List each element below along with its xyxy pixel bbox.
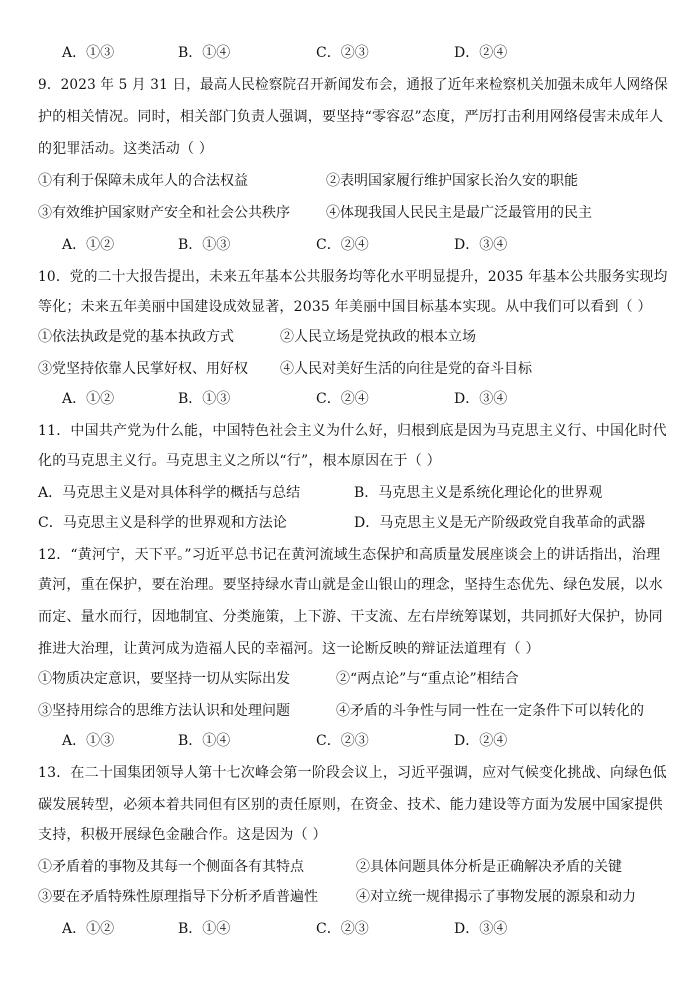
q11-stem-line-1: 11．中国共产党为什么能，中国特色社会主义为什么好，归根到底是因为马克思主义行、中国化时代 [38, 423, 667, 439]
q9-statements-row-2 [38, 204, 668, 222]
q13-stem-line-3: 支持，积极开展绿色金融合作。这是因为（ ） [38, 827, 327, 843]
q9-statement-3: ③有效维护国家财产安全和社会公共秩序 [38, 205, 290, 221]
q11-choices-row-1 [38, 484, 668, 502]
q12-statement-4: ④矛盾的斗争性与同一性在一定条件下可以转化的 [336, 703, 644, 719]
q11-choice-a[interactable]: A．马克思主义是对具体科学的概括与总结 [38, 485, 301, 501]
q9-statement-4: ④体现我国人民民主是最广泛最管用的民主 [326, 205, 592, 221]
q13-options [62, 920, 662, 938]
q10-option-d[interactable]: D．③④ [454, 391, 508, 407]
q11-choice-c[interactable]: C．马克思主义是科学的世界观和方法论 [38, 515, 287, 531]
q12-stem-line-2: 黄河，重在保护，要在治理。要坚持绿水青山就是金山银山的理念，坚持生态优先、绿色发展，以水 [38, 577, 663, 593]
q9-options [62, 236, 662, 254]
q13-statement-4: ④对立统一规律揭示了事物发展的源泉和动力 [356, 889, 636, 905]
q11-choices-row-2 [38, 514, 668, 532]
q9-stem-line-2: 护的相关情况。同时，相关部门负责人强调，要坚持“零容忍”态度，严厉打击利用网络侵害未成年人 [38, 109, 664, 125]
q10-statement-2: ②人民立场是党执政的根本立场 [280, 329, 476, 345]
q10-option-a[interactable]: A．①② [62, 391, 115, 407]
q9-option-c[interactable]: C．②④ [316, 237, 369, 253]
q11-choice-b[interactable]: B．马克思主义是系统化理论化的世界观 [354, 485, 603, 501]
q13-option-a[interactable]: A．①② [62, 921, 115, 937]
q12-options [62, 732, 662, 750]
q8-option-a[interactable]: A．①③ [62, 45, 115, 61]
q8-option-d[interactable]: D．②④ [454, 45, 508, 61]
q10-stem-line-1: 10．党的二十大报告提出，未来五年基本公共服务均等化水平明显提升，2035 年基本公共服务实现均 [38, 269, 668, 285]
q9-option-b[interactable]: B．①③ [178, 237, 231, 253]
q8-option-b[interactable]: B．①④ [178, 45, 231, 61]
q8-options [62, 44, 662, 62]
q12-statement-1: ①物质决定意识，要坚持一切从实际出发 [38, 671, 290, 687]
q12-option-b[interactable]: B．①④ [178, 733, 231, 749]
q13-statements-row-2 [38, 888, 668, 906]
q12-stem-line-4: 推进大治理，让黄河成为造福人民的幸福河。这一论断反映的辩证法道理有（ ） [38, 641, 540, 657]
q13-statement-1: ①矛盾着的事物及其每一个侧面各有其特点 [38, 859, 304, 875]
q10-statements-row-1 [38, 328, 668, 346]
q9-statements-row-1 [38, 172, 668, 190]
q12-option-d[interactable]: D．②④ [454, 733, 508, 749]
q11-choice-d[interactable]: D．马克思主义是无产阶级政党自我革命的武器 [354, 515, 646, 531]
q13-option-d[interactable]: D．③④ [454, 921, 508, 937]
q10-statement-3: ③党坚持依靠人民掌好权、用好权 [38, 361, 248, 377]
q12-stem-line-3: 而定、量水而行，因地制宜、分类施策，上下游、干支流、左右岸统筹谋划，共同抓好大保护，协同 [38, 609, 663, 625]
q8-option-c[interactable]: C．②③ [316, 45, 369, 61]
q9-statement-1: ①有利于保障未成年人的合法权益 [38, 173, 248, 189]
q12-option-c[interactable]: C．②③ [316, 733, 369, 749]
q13-statement-2: ②具体问题具体分析是正确解决矛盾的关键 [356, 859, 622, 875]
q13-option-c[interactable]: C．②③ [316, 921, 369, 937]
q13-stem-line-1: 13．在二十国集团领导人第十七次峰会第一阶段会议上，习近平强调，应对气候变化挑战、向绿色低 [38, 765, 667, 781]
q10-options [62, 390, 662, 408]
q10-statement-4: ④人民对美好生活的向往是党的奋斗目标 [280, 361, 532, 377]
q13-statement-3: ③要在矛盾特殊性原理指导下分析矛盾普遍性 [38, 889, 318, 905]
q12-statement-2: ②“两点论”与“重点论”相结合 [336, 671, 519, 687]
q10-stem-line-2: 等化；未来五年美丽中国建设成效显著，2035 年美丽中国目标基本实现。从中我们可以看到（ ） [38, 299, 652, 315]
q12-option-a[interactable]: A．①③ [62, 733, 115, 749]
q10-statement-1: ①依法执政是党的基本执政方式 [38, 329, 234, 345]
q11-stem-line-2: 化的马克思主义行。马克思主义之所以“行”，根本原因在于（ ） [38, 453, 441, 469]
q12-stem-line-1: 12．“黄河宁，天下平。”习近平总书记在黄河流域生态保护和高质量发展座谈会上的讲话指出，治理 [38, 547, 661, 563]
q13-statements-row-1 [38, 858, 668, 876]
q9-option-a[interactable]: A．①② [62, 237, 115, 253]
q13-stem-line-2: 碳发展转型，必须本着共同但有区别的责任原则，在资金、技术、能力建设等方面为发展中国家提供 [38, 797, 663, 813]
q13-option-b[interactable]: B．①④ [178, 921, 231, 937]
q12-statement-3: ③坚持用综合的思维方法认识和处理问题 [38, 703, 290, 719]
q10-statements-row-2 [38, 360, 668, 378]
q9-option-d[interactable]: D．③④ [454, 237, 508, 253]
q10-option-b[interactable]: B．①③ [178, 391, 231, 407]
q12-statements-row-2 [38, 702, 668, 720]
q9-statement-2: ②表明国家履行维护国家长治久安的职能 [326, 173, 578, 189]
q12-statements-row-1 [38, 670, 668, 688]
q10-option-c[interactable]: C．②④ [316, 391, 369, 407]
q9-stem-line-3: 的犯罪活动。这类活动（ ） [38, 141, 214, 157]
q9-stem-line-1: 9．2023 年 5 月 31 日，最高人民检察院召开新闻发布会，通报了近年来检察机关加强未成年人网络保 [38, 77, 668, 93]
